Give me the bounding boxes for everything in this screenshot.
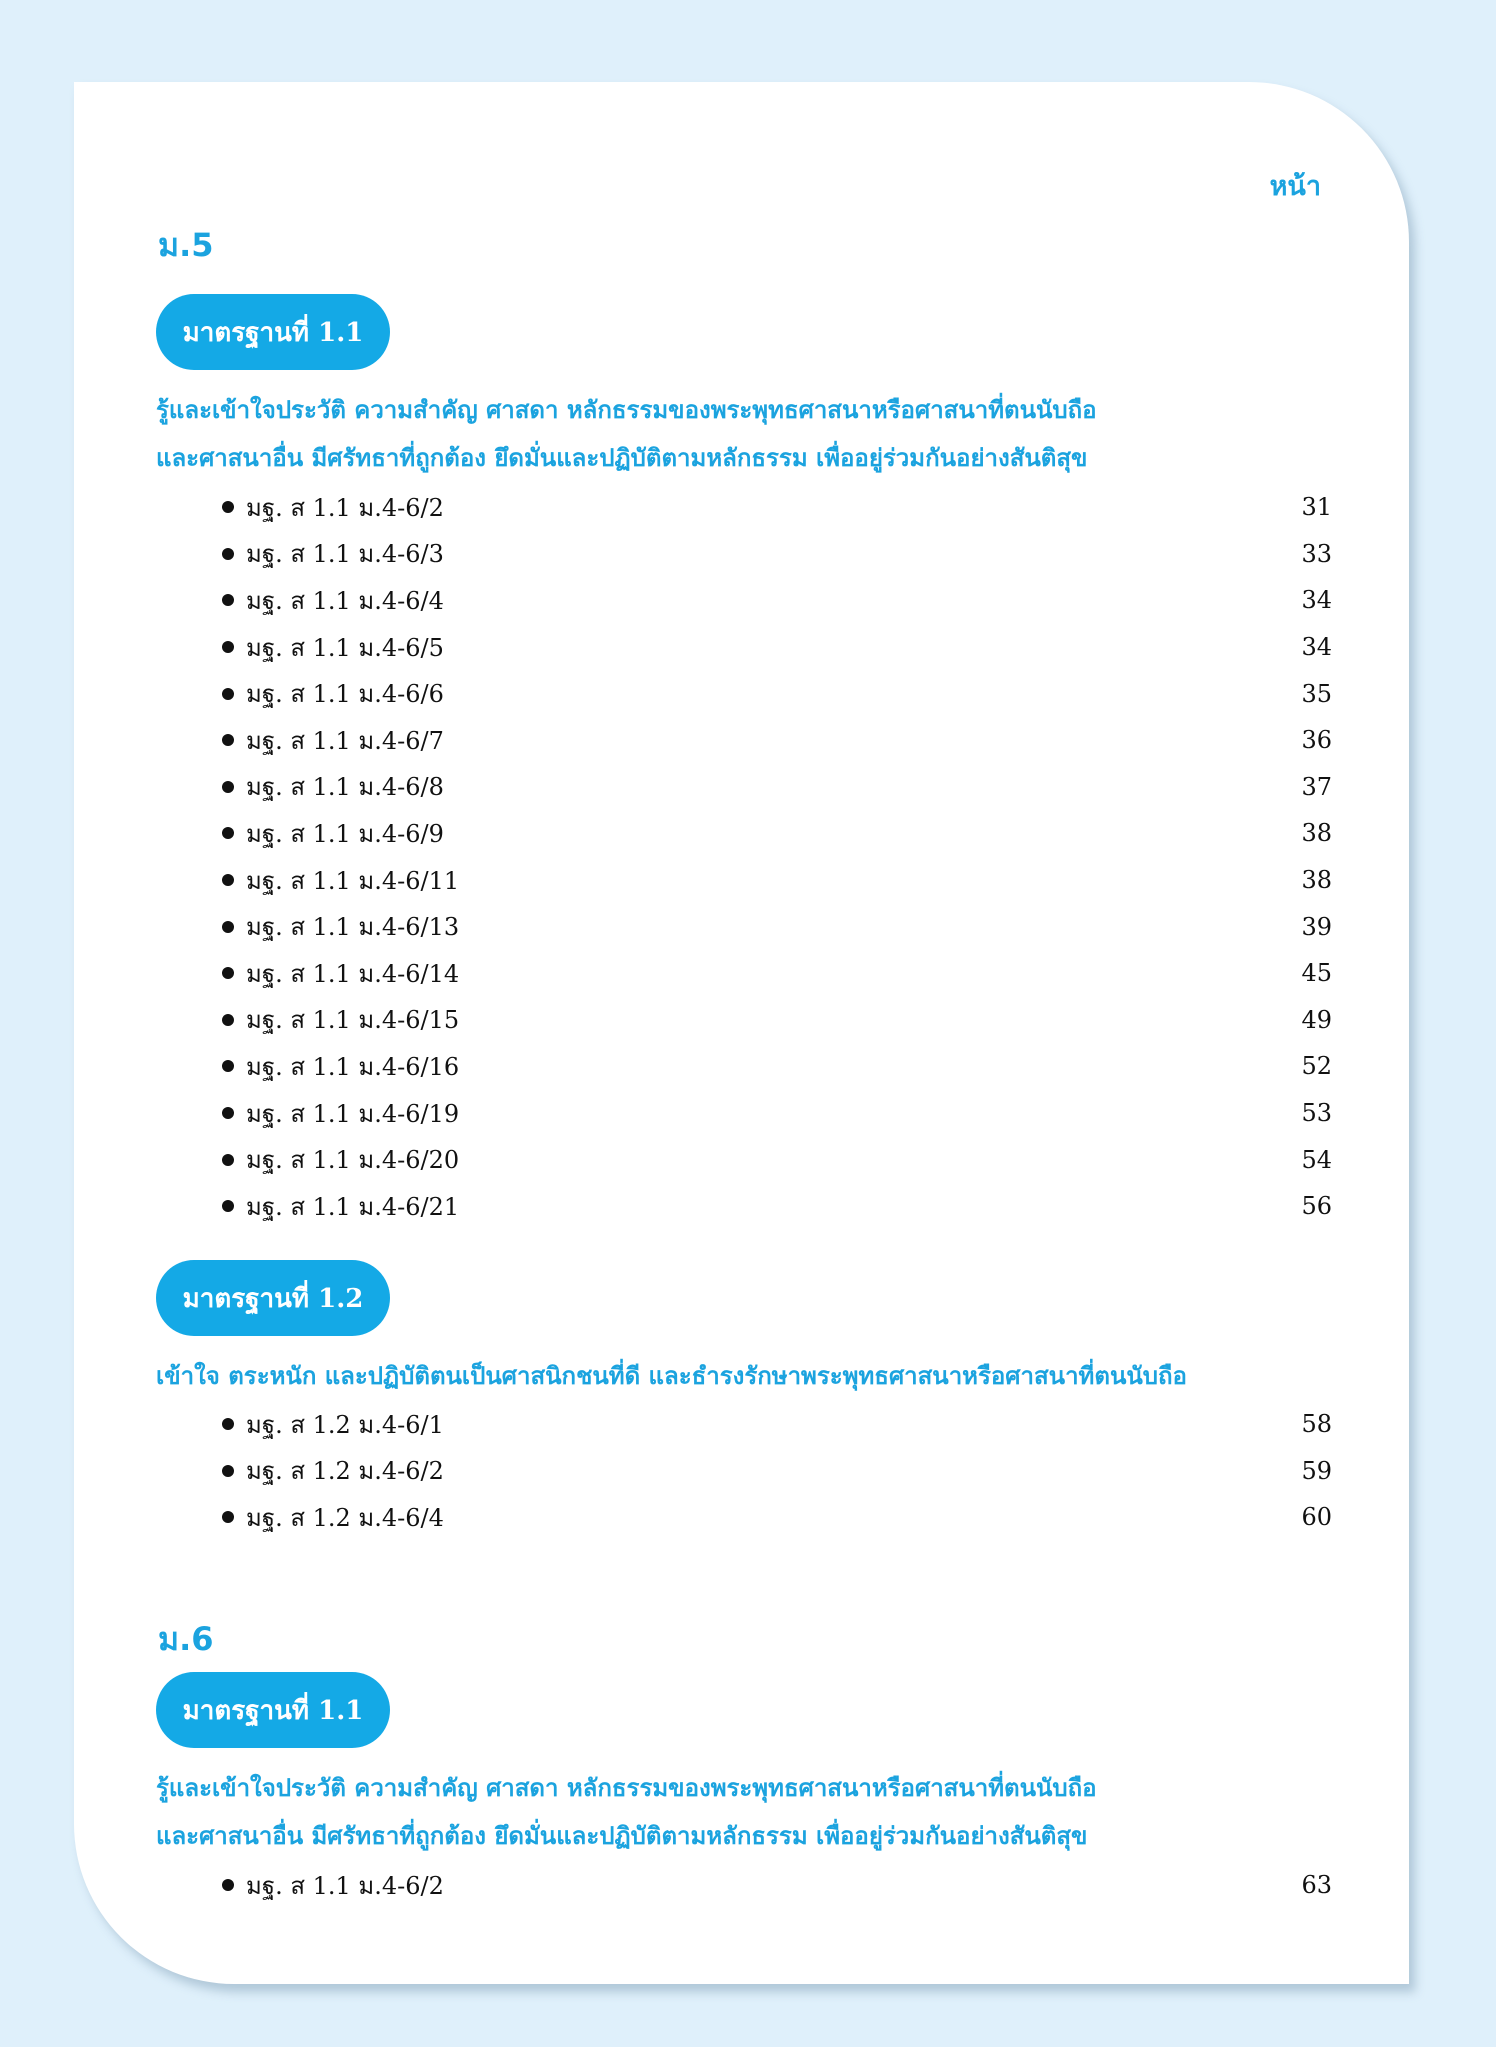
bullet-icon (222, 967, 234, 979)
bullet-icon (222, 1465, 234, 1477)
item-label: มฐ. ส 1.2 ม.4-6/2 (246, 1457, 444, 1486)
standard-item-list (222, 1401, 1332, 1541)
bullet-icon (222, 921, 234, 933)
bullet-icon (222, 688, 234, 700)
item-label: มฐ. ส 1.1 ม.4-6/20 (246, 1146, 460, 1175)
page-number: 33 (1301, 539, 1332, 568)
bullet-icon (222, 641, 234, 653)
grade-heading-m5: ม.5 (158, 226, 214, 264)
list-item (222, 1136, 1332, 1183)
standard-badge-1-1: มาตรฐานที่ 1.1 (156, 294, 390, 370)
grade-heading-m6: ม.6 (158, 1620, 214, 1658)
page-number: 34 (1301, 633, 1332, 662)
standard-description (156, 1352, 1306, 1400)
standard-badge-1-1: มาตรฐานที่ 1.1 (156, 1672, 390, 1748)
item-label: มฐ. ส 1.1 ม.4-6/9 (246, 819, 444, 848)
page-number: 59 (1301, 1456, 1332, 1485)
page-number: 38 (1301, 819, 1332, 848)
description-line: และศาสนาอื่น มีศรัทธาที่ถูกต้อง ยึดมั่นและปฏิบัติตามหลักธรรม เพื่ออยู่ร่วมกันอย่างสันติสุข (156, 443, 1088, 472)
list-item (222, 810, 1332, 857)
bullet-icon (222, 1879, 234, 1891)
item-label: มฐ. ส 1.1 ม.4-6/21 (246, 1192, 460, 1221)
page-number: 35 (1301, 679, 1332, 708)
item-label: มฐ. ส 1.1 ม.4-6/13 (246, 913, 460, 942)
list-item (222, 1090, 1332, 1137)
item-label: มฐ. ส 1.1 ม.4-6/16 (246, 1052, 460, 1081)
list-item (222, 857, 1332, 904)
description-line: เข้าใจ ตระหนัก และปฏิบัติตนเป็นศาสนิกชนที่ดี และธำรงรักษาพระพุทธศาสนาหรือศาสนาที่ตนนับถือ (156, 1361, 1187, 1390)
list-item (222, 950, 1332, 997)
description-line: รู้และเข้าใจประวัติ ความสำคัญ ศาสดา หลักธรรมของพระพุทธศาสนาหรือศาสนาที่ตนนับถือ (156, 395, 1097, 424)
item-label: มฐ. ส 1.1 ม.4-6/5 (246, 633, 444, 662)
list-item (222, 484, 1332, 531)
bullet-icon (222, 501, 234, 513)
page-number: 52 (1301, 1052, 1332, 1081)
bullet-icon (222, 1154, 234, 1166)
item-label: มฐ. ส 1.1 ม.4-6/14 (246, 959, 460, 988)
page-number: 34 (1301, 586, 1332, 615)
item-label: มฐ. ส 1.2 ม.4-6/4 (246, 1503, 444, 1532)
bullet-icon (222, 827, 234, 839)
item-label: มฐ. ส 1.1 ม.4-6/11 (246, 866, 460, 895)
list-item (222, 577, 1332, 624)
standard-description (156, 386, 1306, 482)
page-number: 38 (1301, 866, 1332, 895)
item-label: มฐ. ส 1.1 ม.4-6/7 (246, 726, 444, 755)
description-line: และศาสนาอื่น มีศรัทธาที่ถูกต้อง ยึดมั่นและปฏิบัติตามหลักธรรม เพื่ออยู่ร่วมกันอย่างสันติสุข (156, 1821, 1088, 1850)
list-item (222, 624, 1332, 671)
item-label: มฐ. ส 1.1 ม.4-6/15 (246, 1006, 460, 1035)
bullet-icon (222, 781, 234, 793)
content-page (74, 82, 1409, 1984)
page-number: 53 (1301, 1099, 1332, 1128)
description-line: รู้และเข้าใจประวัติ ความสำคัญ ศาสดา หลักธรรมของพระพุทธศาสนาหรือศาสนาที่ตนนับถือ (156, 1773, 1097, 1802)
page-number: 63 (1301, 1871, 1332, 1900)
bullet-icon (222, 1418, 234, 1430)
page-number: 56 (1301, 1192, 1332, 1221)
bullet-icon (222, 1200, 234, 1212)
page-number: 58 (1301, 1410, 1332, 1439)
page-number: 31 (1301, 493, 1332, 522)
bullet-icon (222, 548, 234, 560)
list-item (222, 1494, 1332, 1541)
list-item (222, 531, 1332, 578)
item-label: มฐ. ส 1.1 ม.4-6/3 (246, 540, 444, 569)
list-item (222, 903, 1332, 950)
list-item (222, 1401, 1332, 1448)
list-item (222, 1448, 1332, 1495)
bullet-icon (222, 1060, 234, 1072)
page-number: 60 (1301, 1503, 1332, 1532)
item-label: มฐ. ส 1.1 ม.4-6/6 (246, 680, 444, 709)
bullet-icon (222, 734, 234, 746)
standard-item-list (222, 1862, 1332, 1909)
item-label: มฐ. ส 1.1 ม.4-6/19 (246, 1099, 460, 1128)
list-item (222, 717, 1332, 764)
bullet-icon (222, 1107, 234, 1119)
item-label: มฐ. ส 1.1 ม.4-6/4 (246, 586, 444, 615)
page-number: 45 (1301, 959, 1332, 988)
list-item (222, 1183, 1332, 1230)
bullet-icon (222, 1511, 234, 1523)
bullet-icon (222, 594, 234, 606)
page-number: 39 (1301, 912, 1332, 941)
page-number: 37 (1301, 772, 1332, 801)
page-number: 49 (1301, 1005, 1332, 1034)
standard-description (156, 1764, 1306, 1860)
bullet-icon (222, 1014, 234, 1026)
page-number: 36 (1301, 726, 1332, 755)
list-item (222, 997, 1332, 1044)
list-item (222, 1862, 1332, 1909)
list-item (222, 764, 1332, 811)
standard-item-list (222, 484, 1332, 1230)
page-number: 54 (1301, 1145, 1332, 1174)
item-label: มฐ. ส 1.2 ม.4-6/1 (246, 1410, 444, 1439)
item-label: มฐ. ส 1.1 ม.4-6/2 (246, 1871, 444, 1900)
page-column-header: หน้า (1269, 171, 1321, 202)
list-item (222, 670, 1332, 717)
list-item (222, 1043, 1332, 1090)
item-label: มฐ. ส 1.1 ม.4-6/2 (246, 493, 444, 522)
bullet-icon (222, 874, 234, 886)
item-label: มฐ. ส 1.1 ม.4-6/8 (246, 773, 444, 802)
standard-badge-1-2: มาตรฐานที่ 1.2 (156, 1260, 390, 1336)
